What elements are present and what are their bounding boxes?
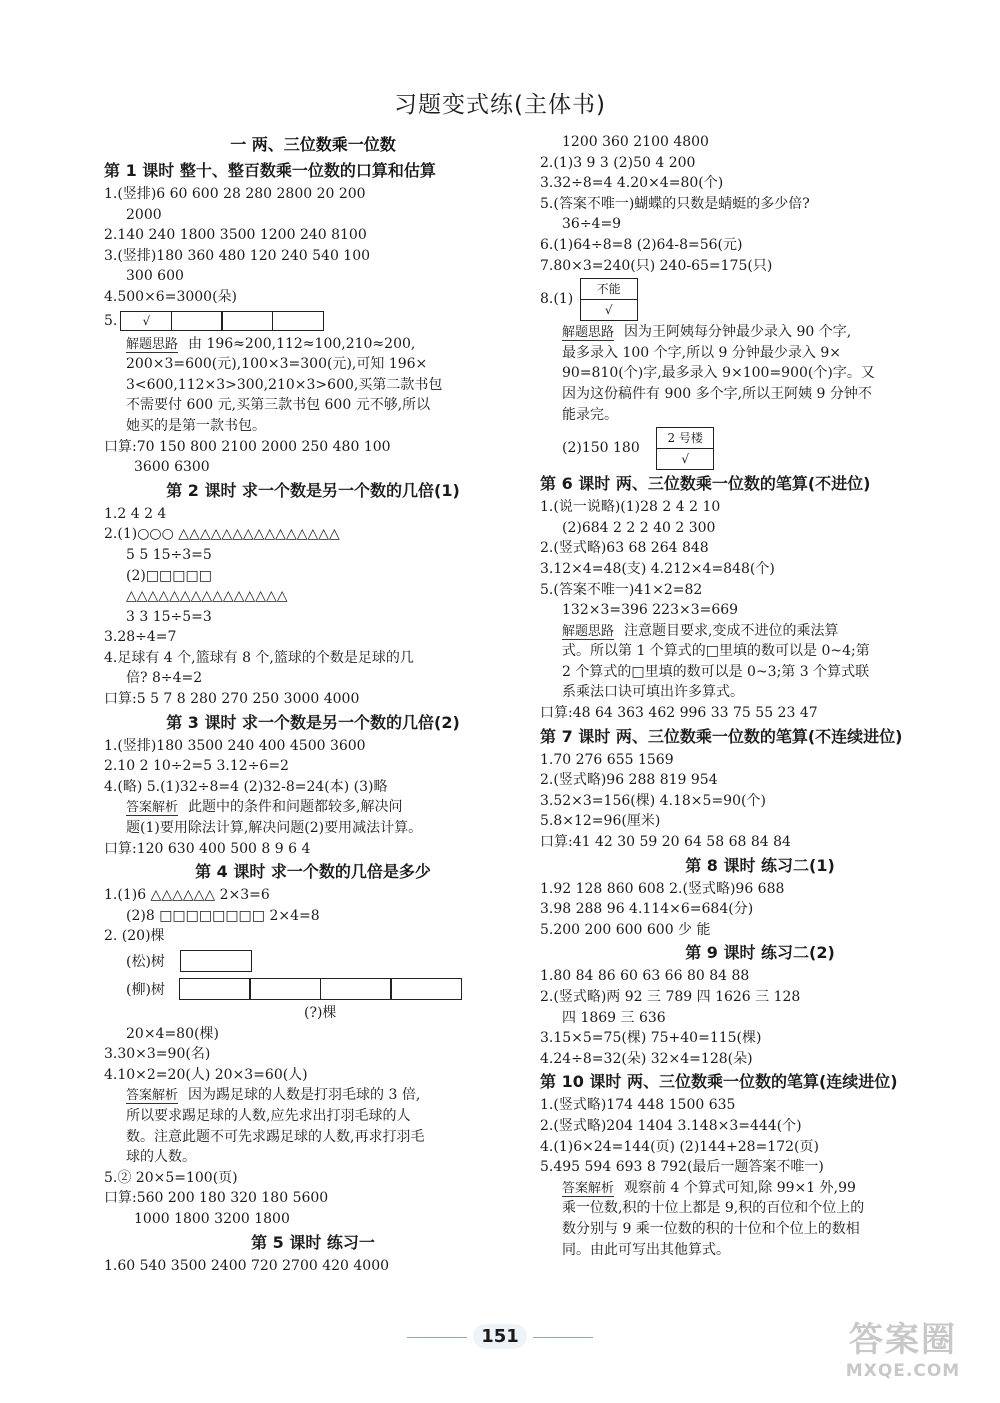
- lesson-6-title: 第 6 课时 两、三位数乘一位数的笔算(不进位): [540, 474, 871, 494]
- answer-line: 3.28÷4=7: [104, 629, 177, 646]
- answer-line: 7.80×3=240(只) 240-65=175(只): [540, 257, 773, 274]
- answer-line: 1200 360 2100 4800: [562, 134, 709, 150]
- stack-top: 2 号楼: [667, 430, 703, 445]
- thinking-line: [540, 322, 980, 343]
- answer-line: 2.(竖式略)63 68 264 848: [540, 540, 709, 557]
- unknown-label: (?)棵: [304, 1005, 337, 1021]
- answer-box: [171, 311, 223, 331]
- thinking-line: 最多录入 100 个字,所以 9 分钟最少录入 9×: [562, 344, 841, 361]
- question-8-2-label: (2)150 180: [562, 440, 640, 457]
- thinking-line: 90=810(个)字,最多录入 9×100=900(个)字。又: [562, 365, 875, 382]
- thinking-tag: 解题思路: [126, 336, 179, 352]
- oral-line: 口算:70 150 800 2100 2000 250 480 100: [104, 438, 391, 455]
- stack-top: 不能: [596, 281, 621, 296]
- thinking-line: 她买的是第一款书包。: [126, 417, 266, 434]
- answer-line: 1.70 276 655 1569: [540, 751, 674, 768]
- answer-line: 1.(竖排)6 60 600 28 280 2800 20 200: [104, 186, 366, 202]
- lesson-1-title: 第 1 课时 整十、整百数乘一位数的口算和估算: [104, 161, 436, 180]
- answer-line: 1.(竖式略)174 448 1500 635: [540, 1097, 736, 1114]
- thinking-text: 由 196≈200,112≈100,210≈200,: [188, 335, 416, 352]
- answer-explain-line: 乘一位数,积的十位上都是 9,积的百位和个位上的: [562, 1200, 865, 1217]
- willow-label: (柳)树: [126, 982, 165, 998]
- question-8-row: [540, 276, 980, 322]
- thinking-line: 200×3=600(元),100×3=300(元),可知 196×: [126, 356, 428, 373]
- pine-label: (松)树: [126, 954, 165, 970]
- answer-line: 3.12×4=48(支) 4.212×4=848(个): [540, 560, 775, 577]
- thinking-line: 系乘法口诀可填出许多算式。: [562, 684, 744, 701]
- answer-line: 1.(1)6 △△△△△△ 2×3=6: [104, 887, 270, 904]
- answer-line: 132×3=396 223×3=669: [562, 602, 739, 619]
- page-title: 习题变式练(主体书): [394, 92, 606, 118]
- thinking-tag: 解题思路: [562, 623, 615, 639]
- answer-explain-line: 所以要求踢足球的人数,应先求出打羽毛球的人: [126, 1107, 411, 1124]
- answer-line: 6.(1)64÷8=8 (2)64-8=56(元): [540, 236, 743, 253]
- left-column: [104, 132, 522, 1276]
- oral-line: 3600 6300: [134, 459, 210, 476]
- oral-line: 口算:48 64 363 462 996 33 75 55 23 47: [540, 705, 818, 722]
- answer-tag: 答案解析: [126, 800, 179, 816]
- footer-rule: [533, 1337, 593, 1338]
- pine-bar: [180, 950, 252, 972]
- answer-line: 3.15×5=75(棵) 75+40=115(棵): [540, 1030, 762, 1047]
- answer-line: 5 5 15÷3=5: [126, 546, 212, 563]
- answer-line: 3.(竖排)180 360 480 120 240 540 100: [104, 247, 371, 264]
- answer-line: 4.(1)6×24=144(页) (2)144+28=172(页): [540, 1138, 819, 1155]
- lesson-8-title: 第 8 课时 练习二(1): [685, 855, 835, 875]
- answer-line: 1.(说一说略)(1)28 2 4 2 10: [540, 499, 721, 516]
- answer-explain-line: 数。注意此题不可先求踢足球的人数,再求打羽毛: [126, 1128, 425, 1145]
- pine-bar-row: [104, 947, 522, 975]
- answer-line: 1.60 540 3500 2400 720 2700 420 4000: [104, 1257, 390, 1274]
- answer-line: 2.140 240 1800 3500 1200 240 8100: [104, 227, 367, 244]
- answer-line: 2. (20)棵: [104, 928, 165, 945]
- thinking-text: 因为王阿姨每分钟最少录入 90 个字,: [624, 324, 852, 341]
- thinking-line: 能录完。: [562, 406, 618, 423]
- oral-line: 口算:5 5 7 8 280 270 250 3000 4000: [104, 691, 360, 708]
- answer-text: 因为踢足球的人数是打羽毛球的 3 倍,: [188, 1087, 421, 1104]
- willow-bar-segment: [179, 978, 251, 1000]
- answer-stack-box: [580, 278, 638, 321]
- answer-line: 300 600: [126, 268, 184, 285]
- answer-line: 3 3 15÷5=3: [126, 608, 212, 625]
- answer-line: 4.10×2=20(人) 20×3=60(人): [104, 1066, 308, 1083]
- answer-line: 5.495 594 693 8 792(最后一题答案不唯一): [540, 1159, 824, 1176]
- answer-line: 20×4=80(棵): [126, 1025, 219, 1042]
- thinking-line: 式。所以第 1 个算式的□里填的数可以是 0~4;第: [562, 643, 870, 660]
- answer-line: 3.32÷8=4 4.20×4=80(个): [540, 175, 724, 192]
- answer-explain-line: 同。由此可写出其他算式。: [562, 1241, 730, 1258]
- lesson-10-title: 第 10 课时 两、三位数乘一位数的笔算(连续进位): [540, 1072, 898, 1092]
- answer-line: 5.(答案不唯一)41×2=82: [540, 581, 703, 598]
- answer-text: 观察前 4 个算式可知,除 99×1 外,99: [624, 1179, 856, 1196]
- answer-box: [272, 311, 324, 331]
- stack-bottom: √: [657, 448, 713, 469]
- answer-explain-line: [540, 1178, 980, 1199]
- answer-line: 2.(竖式略)96 288 819 954: [540, 772, 718, 789]
- answer-line: 1.80 84 86 60 63 66 80 84 88: [540, 968, 750, 985]
- oral-line: 1000 1800 3200 1800: [134, 1210, 290, 1227]
- answer-line: 3.98 288 96 4.114×6=684(分): [540, 901, 754, 918]
- lesson-5-title: 第 5 课时 练习一: [251, 1232, 375, 1252]
- thinking-line: [104, 334, 522, 355]
- willow-bar-row: [104, 975, 522, 1003]
- oral-line: 口算:120 630 400 500 8 9 6 4: [104, 840, 311, 857]
- oral-line: 口算:41 42 30 59 20 64 58 68 84 84: [540, 834, 791, 851]
- answer-tag: 答案解析: [126, 1088, 179, 1104]
- answer-line: 2.(竖式略)两 92 三 789 四 1626 三 128: [540, 989, 801, 1005]
- thinking-line: [540, 621, 980, 642]
- answer-line: 2.(竖式略)204 1404 3.148×3=444(个): [540, 1117, 802, 1134]
- answer-line: (2)684 2 2 2 40 2 300: [562, 519, 716, 536]
- answer-line: 5.8×12=96(厘米): [540, 813, 661, 830]
- thinking-text: 注意题目要求,变成不进位的乘法算: [624, 622, 839, 639]
- footer-rule: [407, 1337, 467, 1338]
- answer-line: 1.2 4 2 4: [104, 505, 167, 522]
- lesson-3-title: 第 3 课时 求一个数是另一个数的几倍(2): [166, 712, 460, 732]
- answer-line: 2.(1)○○○ △△△△△△△△△△△△△△△: [104, 526, 340, 543]
- lesson-2-title: 第 2 课时 求一个数是另一个数的几倍(1): [166, 480, 460, 500]
- answer-explain-line: 题(1)要用除法计算,解决问题(2)要用减法计算。: [126, 820, 423, 837]
- answer-line: 36÷4=9: [562, 216, 622, 233]
- willow-bar-segment: [320, 978, 392, 1000]
- willow-bar-segment: [390, 978, 462, 1000]
- answer-box: [221, 311, 273, 331]
- question-5-label: 5.: [104, 312, 118, 329]
- answer-line: 2.10 2 10÷2=5 3.12÷6=2: [104, 758, 289, 775]
- answer-line: 4.足球有 4 个,篮球有 8 个,篮球的个数是足球的几: [104, 649, 414, 666]
- answer-stack-box: [656, 427, 714, 470]
- thinking-line: 3<600,112×3>300,210×3>600,买第二款书包: [126, 376, 443, 393]
- question-8-label: 8.(1): [540, 291, 574, 308]
- answer-line: 1.(竖排)180 3500 240 400 4500 3600: [104, 737, 366, 754]
- page-number: 151: [473, 1324, 527, 1349]
- willow-bar-segment: [249, 978, 321, 1000]
- unit-title: 一 两、三位数乘一位数: [230, 135, 396, 154]
- answer-explain-line: 数分别与 9 乘一位数的积的十位和个位上的数相: [562, 1220, 860, 1237]
- answer-line: 5.200 200 600 600 少 能: [540, 921, 711, 938]
- thinking-tag: 解题思路: [562, 325, 615, 341]
- answer-line: 4.500×6=3000(朵): [104, 288, 237, 305]
- thinking-line: 不需要付 600 元,买第三款书包 600 元不够,所以: [126, 397, 431, 414]
- stack-bottom: √: [581, 299, 637, 320]
- answer-line: 4.24÷8=32(朵) 32×4=128(朵): [540, 1050, 753, 1067]
- answer-line: 4.(略) 5.(1)32÷8=4 (2)32-8=24(本) (3)略: [104, 778, 388, 795]
- answer-text: 此题中的条件和问题都较多,解决问: [188, 799, 403, 816]
- answer-line: 3.52×3=156(棵) 4.18×5=90(个): [540, 792, 766, 809]
- answer-explain-line: [104, 1085, 522, 1106]
- thinking-line: 因为这份稿件有 900 多个字,所以王阿姨 9 分钟不: [562, 385, 872, 402]
- answer-line: 2.(1)3 9 3 (2)50 4 200: [540, 154, 696, 171]
- answer-tag: 答案解析: [562, 1180, 615, 1196]
- thinking-line: 2 个算式的□里填的数可以是 0~3;第 3 个算式联: [562, 663, 870, 680]
- answer-explain-line: [104, 797, 522, 818]
- answer-box: √: [120, 311, 172, 331]
- watermark-logo: [828, 1312, 978, 1381]
- lesson-9-title: 第 9 课时 练习二(2): [685, 943, 835, 963]
- answer-line: 5.② 20×5=100(页): [104, 1169, 238, 1186]
- watermark-top: 答案圈: [849, 1320, 957, 1360]
- answer-line: 5.(答案不唯一)蝴蝶的只数是蜻蜓的多少倍?: [540, 195, 810, 212]
- oral-line: 口算:560 200 180 320 180 5600: [104, 1190, 329, 1207]
- right-column: [540, 132, 980, 1260]
- answer-line: 2000: [126, 206, 162, 223]
- watermark-bottom: MXQE.COM: [845, 1361, 961, 1381]
- answer-boxes: [122, 308, 324, 334]
- question-5-row: [104, 308, 522, 334]
- answer-line: 1.92 128 860 608 2.(竖式略)96 688: [540, 880, 785, 897]
- answer-line: (2)□□□□□: [126, 567, 212, 584]
- answer-line: △△△△△△△△△△△△△△△: [126, 588, 288, 605]
- lesson-7-title: 第 7 课时 两、三位数乘一位数的笔算(不连续进位): [540, 726, 903, 746]
- question-8-2-row: [540, 425, 980, 471]
- answer-line: 倍? 8÷4=2: [126, 670, 203, 687]
- lesson-4-title: 第 4 课时 求一个数的几倍是多少: [195, 862, 431, 882]
- answer-explain-line: 球的人数。: [126, 1149, 196, 1166]
- answer-line: (2)8 □□□□□□□□ 2×4=8: [126, 907, 320, 924]
- answer-line: 3.30×3=90(名): [104, 1046, 211, 1063]
- answer-line: 四 1869 三 636: [562, 1009, 666, 1026]
